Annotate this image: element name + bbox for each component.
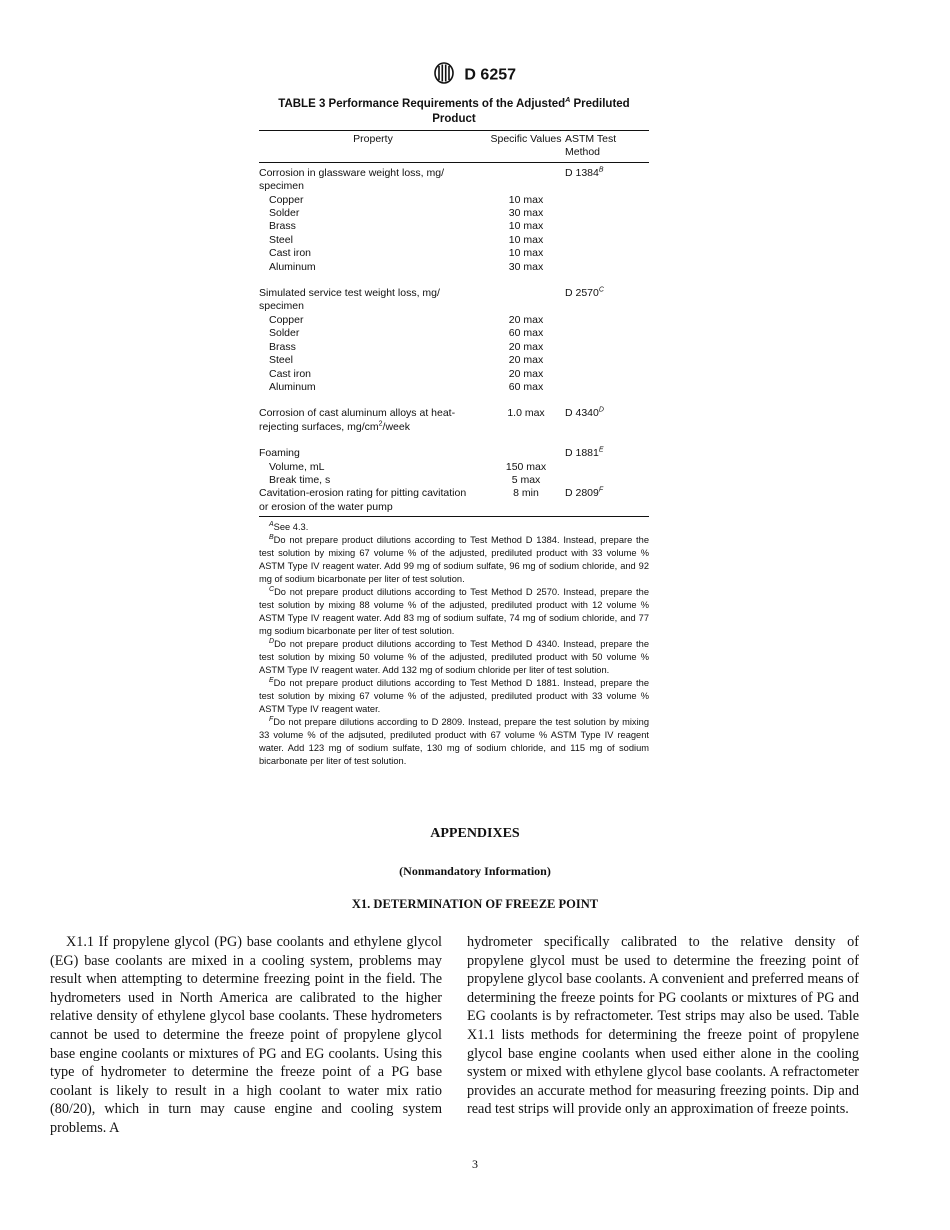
table-row: Aluminum 30 max (269, 260, 544, 273)
table-header-row (259, 131, 649, 163)
table-row: Aluminum 60 max (269, 380, 544, 393)
table-caption: TABLE 3 Performance Requirements of the Adjusted$^A$ Prediluted Product (278, 97, 630, 125)
footnote: $^B$Do not prepare product dilutions according to Test Method D 1384. Instead, prepare the test solution by mixing 67 volume % of the adjusted, prediluted product with 33 volume % ASTM Type IV reagent water. Add 99 mg of sodium sulfate, 96 mg of sodium chloride, and 92 mg of sodium bicarbonate per liter of test solution. (259, 534, 649, 585)
table-footnotes (259, 521, 649, 768)
table-3 (259, 97, 649, 768)
performance-table (259, 130, 649, 517)
appendix-title: APPENDIXES (430, 826, 520, 841)
header-property: Property (259, 131, 487, 163)
table-row: Foaming D $1881^E$ (259, 446, 604, 460)
table-row: Volume, mL 150 max (269, 460, 547, 473)
body-column-right (467, 933, 859, 1119)
page-header (0, 62, 950, 89)
paragraph: X1.1 If propylene glycol (PG) base coolants and ethylene glycol (EG) base coolants are mixed in a cooling system, problems may result when attempting to determine freezing point in the field. The hydrometers used in North America are calibrated to the higher relative density of ethylene glycol base coolants. These hydrometers cannot be used to determine the freeze point of propylene glycol base engine coolants or mixtures of PG and EG coolants. Using this type of hydrometer to determine the freeze point of a PG base coolant is likely to result in a high coolant to water mix ratio (80/20), which in turn may cause engine and cooling system problems. A (50, 934, 442, 1136)
table-row: Steel 10 max (269, 233, 544, 246)
table-row: Cast iron 10 max (269, 247, 544, 260)
table-row: Solder 60 max (269, 327, 544, 340)
table-row: Corrosion in glassware weight loss, mg/ specimen D $1384^B$ (259, 166, 604, 193)
astm-logo-icon (434, 62, 454, 89)
appendix-subtitle: (Nonmandatory Information) (399, 864, 551, 878)
table-row: Corrosion of cast aluminum alloys at heat- rejecting surfaces, $mg/cm^2$/week 1.0 max D $4340^D$ (259, 406, 604, 433)
table-row: Solder 30 max (269, 207, 544, 220)
page-number: 3 (472, 1157, 478, 1171)
footnote: $^A$See 4.3. (269, 521, 309, 533)
table-row: Break time, s 5 max (269, 473, 541, 486)
table-row: Brass 20 max (269, 340, 544, 353)
header-method: ASTM Test Method (565, 131, 649, 163)
table-row: Cavitation-erosion rating for pitting cavitation or erosion of the water pump 8 min D $2809^F$ (259, 487, 649, 516)
footnote: $^E$Do not prepare product dilutions according to Test Method D 1881. Instead, prepare the test solution by mixing 67 volume % of the adjusted, prediluted product with 33 volume % ASTM Type IV reagent water. (259, 677, 649, 715)
footnote: $^D$Do not prepare product dilutions according to Test Method D 4340. Instead, prepare the test solution by mixing 50 volume % of the adjusted, prediluted product with 50 volume % ASTM Type IV reagent water. Add 132 mg of sodium chloride per liter of test solution. (259, 638, 649, 676)
table-row: Brass 10 max (269, 220, 544, 233)
body-column-left (50, 933, 442, 1138)
table-row: Copper 10 max (269, 193, 544, 206)
footnote: $^C$Do not prepare product dilutions according to Test Method D 2570. Instead, prepare the test solution by mixing 88 volume % of the adjusted, prediluted product with 12 volume % ASTM Type IV reagent water. Add 83 mg of sodium sulfate, 74 mg of sodium chloride, and 77 mg sodium bicarbonate per liter of test solution. (259, 586, 649, 637)
paragraph: hydrometer specifically calibrated to the relative density of propylene glycol must be used to determine the freezing point of propylene glycol base coolants. A convenient and preferred means of determining the freeze points for PG coolants or mixtures of PG and EG coolants is by refractometer. Test strips may also be used. Table X1.1 lists methods for determining the freeze point of propylene glycol base engine coolants when used either alone in the cooling system or mixed with ethylene glycol base coolants. A refractometer provides an accurate method for measuring freezing points. Dip and read test strips will provide only an approximation of freeze points. (467, 934, 859, 1118)
footnote: $^F$Do not prepare dilutions according to D 2809. Instead, prepare the test solution by mixing 33 volume % of the adjsuted, prediluted product with 67 volume % ASTM Type IV reagent water. Add 123 mg of sodium sulfate, 130 mg of sodium chloride, and 115 mg of sodium bicarbonate per liter of test solution. (259, 716, 649, 767)
table-row: Copper 20 max (269, 313, 544, 326)
table-row: Steel 20 max (269, 354, 544, 367)
section-heading: X1. DETERMINATION OF FREEZE POINT (351, 897, 599, 911)
designation: D 6257 (464, 66, 517, 84)
table-row: Cast iron 20 max (269, 367, 544, 380)
table-row: Simulated service test weight loss, mg/ specimen D $2570^C$ (259, 286, 604, 313)
header-values: Specific Values (487, 131, 565, 163)
